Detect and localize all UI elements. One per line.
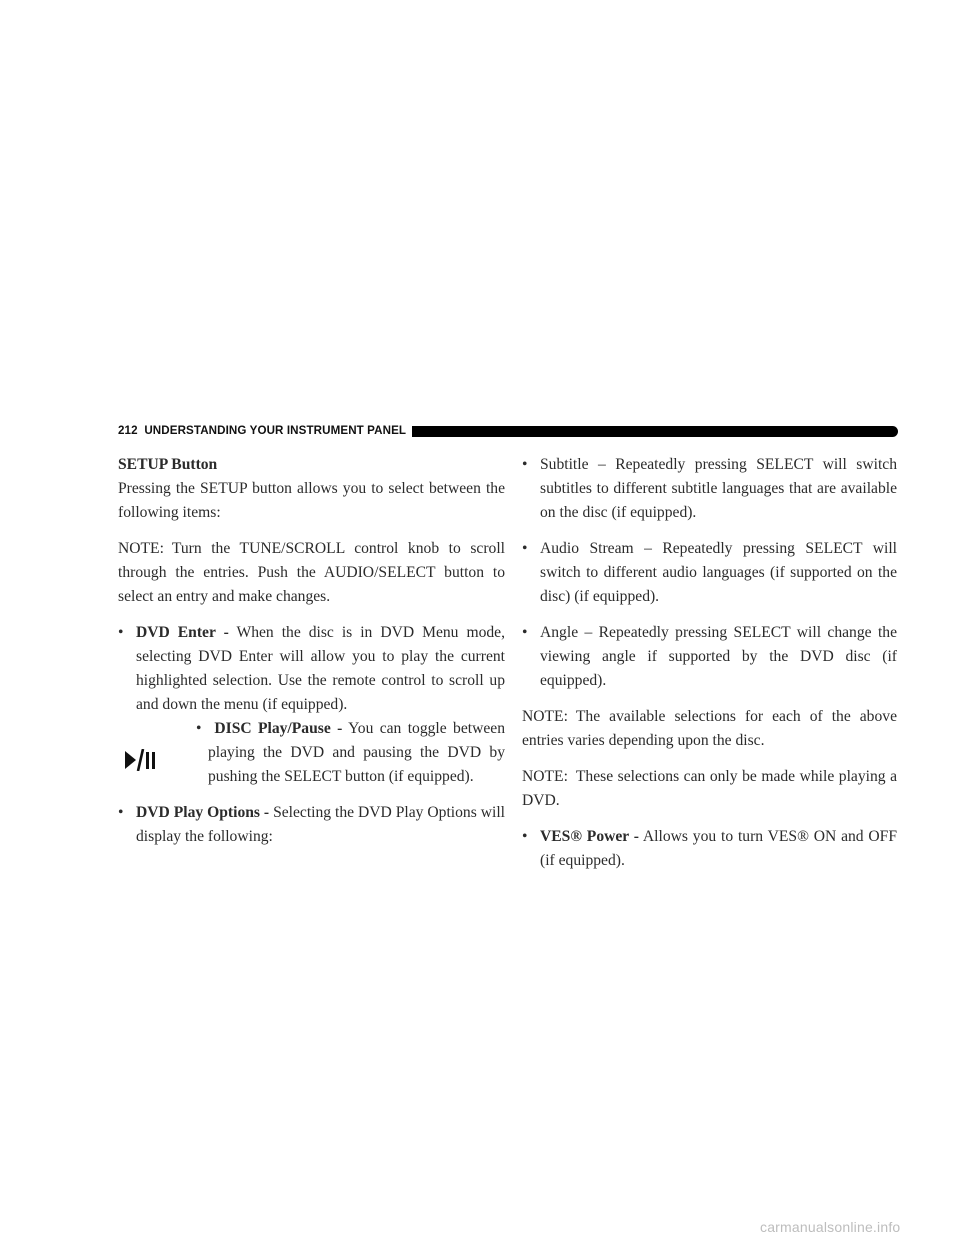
bullet: • bbox=[522, 828, 528, 845]
note-paragraph bbox=[118, 537, 505, 609]
header-text bbox=[118, 419, 412, 443]
note-text: The available selections for each of the above entries varies depending upon the disc. bbox=[522, 708, 897, 749]
item-text: Allows you to turn VES® ON and OFF (if equipped). bbox=[540, 828, 898, 869]
note-paragraph bbox=[522, 765, 897, 813]
item-text: Subtitle – Repeatedly pressing SELECT will switch subtitles to different subtitle languages that are available on the disc (if equipped). bbox=[540, 456, 897, 521]
list-item-disc-play-pause bbox=[118, 717, 505, 789]
list-item-audio-stream bbox=[522, 537, 897, 609]
note-text: Turn the TUNE/SCROLL control knob to scroll through the entries. Push the AUDIO/SELECT button to select an entry and make changes. bbox=[118, 540, 505, 605]
item-title: VES® Power - bbox=[540, 828, 639, 845]
right-column bbox=[522, 453, 897, 873]
setup-intro: Pressing the SETUP button allows you to select between the following items: bbox=[118, 480, 505, 521]
note-label: NOTE: bbox=[118, 540, 164, 557]
item-title: DVD Play Options - bbox=[136, 804, 270, 821]
bullet: • bbox=[522, 540, 528, 557]
item-text: When the disc is in DVD Menu mode, selecting DVD Enter will allow you to play the current highlighted selection. Use the remote control to scroll up and down the menu (if equipped). bbox=[136, 624, 506, 713]
bullet: • bbox=[118, 804, 124, 821]
watermark-logo: carmanualsonline.info bbox=[760, 1219, 901, 1235]
section-title: UNDERSTANDING YOUR INSTRUMENT PANEL bbox=[144, 424, 407, 437]
list-item-ves-power bbox=[522, 825, 897, 873]
header-rule bbox=[412, 426, 898, 437]
note-label: NOTE: bbox=[522, 768, 568, 785]
page-number: 212 bbox=[118, 424, 138, 437]
list-item-dvd-play-options bbox=[118, 801, 505, 849]
bullet: • bbox=[522, 456, 528, 473]
item-text: Selecting the DVD Play Options will display the following: bbox=[136, 804, 505, 845]
list-item-dvd-enter bbox=[118, 621, 505, 717]
item-text: Angle – Repeatedly pressing SELECT will change the viewing angle if supported by the DVD disc (if equipped). bbox=[540, 624, 897, 689]
item-text: Audio Stream – Repeatedly pressing SELECT will switch to different audio languages (if supported on the disc) (if equipped). bbox=[540, 540, 897, 605]
setup-heading: SETUP Button bbox=[118, 456, 218, 473]
left-column bbox=[118, 453, 505, 849]
item-title: DISC Play/Pause - bbox=[214, 720, 343, 737]
item-title: DVD Enter - bbox=[136, 624, 229, 641]
note-label: NOTE: bbox=[522, 708, 568, 725]
page-header bbox=[118, 421, 898, 441]
note-paragraph bbox=[522, 705, 897, 753]
list-item-subtitle bbox=[522, 453, 897, 525]
list-item-angle bbox=[522, 621, 897, 693]
play-pause-icon bbox=[125, 749, 157, 771]
item-text: You can toggle between playing the DVD and pausing the DVD by pushing the SELECT button (if equipped). bbox=[208, 720, 505, 785]
note-text: These selections can only be made while playing a DVD. bbox=[522, 768, 897, 809]
bullet: • bbox=[196, 720, 202, 737]
bullet: • bbox=[118, 624, 124, 641]
bullet: • bbox=[522, 624, 528, 641]
